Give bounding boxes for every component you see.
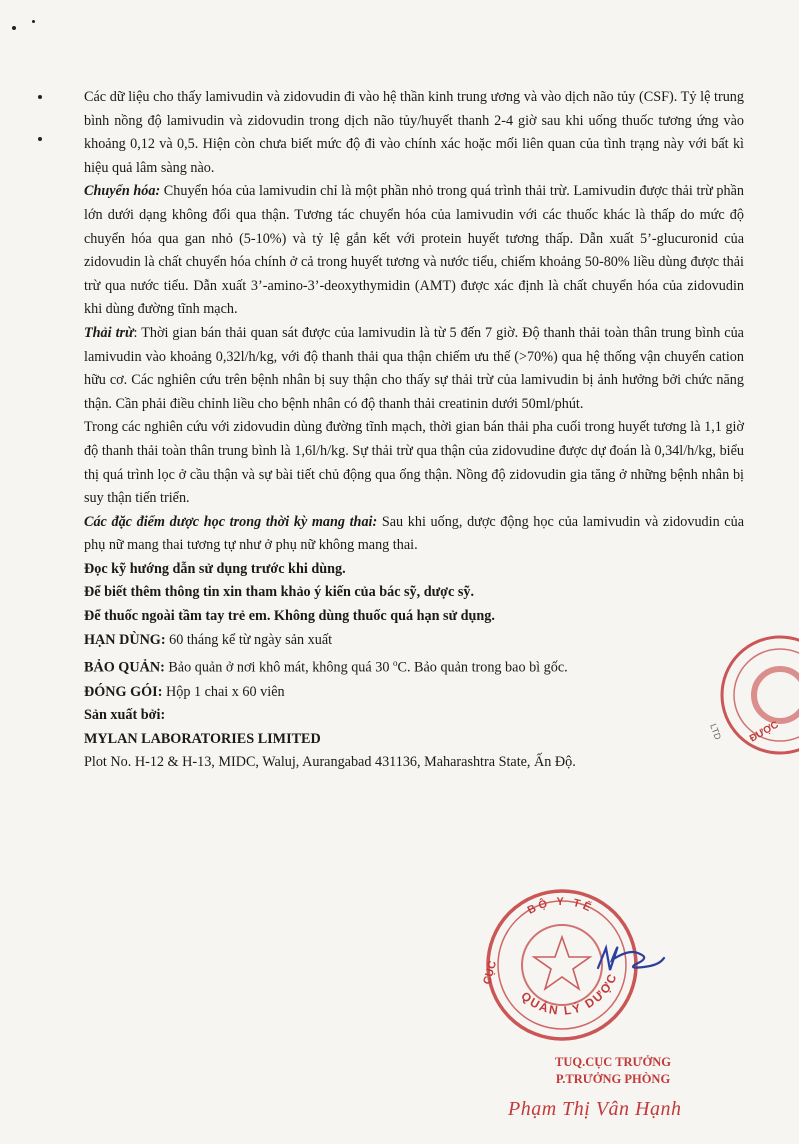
packaging-line: ĐÓNG GÓI: Hộp 1 chai x 60 viên bbox=[84, 683, 285, 700]
manufacturer-label: Sản xuất bởi: bbox=[84, 707, 166, 724]
warning-keep-away-children: Để thuốc ngoài tầm tay trẻ em. Không dùng thuốc quá hạn sử dụng. bbox=[84, 608, 495, 625]
signer-line-1: TUQ.CỤC TRƯỞNG bbox=[555, 1055, 671, 1069]
metabolism-paragraph: Chuyển hóa: Chuyển hóa của lamivudin chỉ là một phần nhỏ trong quá trình thải trừ. Lamivudin được thải trừ phần lớn dưới dạng không đổi qua thận. Tương tác chuyển hóa của lamivudin với các thuốc khác là thấp do mức độ chuyển hóa qua gan nhỏ (5-10%) và tỷ lệ gắn kết với protein huyết tương thấp. Dẫn xuất 5’-glucuronid của zidovudin là chất chuyển hóa chính ở cả trong huyết tương và nước tiểu, chiếm khoảng 50-80% liều dùng được thải trừ qua nước tiểu. Dẫn xuất 3’-amino-3’-deoxythymidin (AMT) được xác định là chất chuyển hóa của zidovudin khi dùng đường tĩnh mạch. bbox=[84, 183, 745, 318]
margin-dot bbox=[32, 20, 35, 23]
svg-text:QUẢN LÝ DƯỢC: QUẢN LÝ DƯỢC bbox=[518, 970, 621, 1018]
svg-text:LTD: LTD bbox=[708, 722, 724, 742]
expiry-label: HẠN DÙNG: bbox=[84, 631, 166, 648]
distribution-paragraph: Các dữ liệu cho thấy lamivudin và zidovudin đi vào hệ thần kinh trung ương và vào dịch não tủy (CSF). Tỷ lệ trung bình nồng độ lamivudin và zidovudin trong dịch não tủy/huyết thanh 2-4 giờ sau khi uống thuốc tương ứng vào khoảng 0,12 và 0,5. Hiện còn chưa biết mức độ đi vào chính xác hoặc mối liên quan của tình trạng này với bất kì hiệu quả lâm sàng nào. bbox=[84, 89, 744, 176]
signer-name: Phạm Thị Vân Hạnh bbox=[508, 1098, 682, 1120]
pregnancy-paragraph: Các đặc điểm dược học trong thời kỳ mang thai: Sau khi uống, dược động học của lamivudin và zidovudin của phụ nữ mang thai tương tự như ở phụ nữ không mang thai. bbox=[84, 513, 744, 554]
signature-mark bbox=[590, 930, 670, 990]
elimination-paragraph: Thải trừ: Thời gian bán thải quan sát được của lamivudin là từ 5 đến 7 giờ. Độ thanh thải toàn thân trung bình của lamivudin vào khoảng 0,32l/h/kg, với độ thanh thải qua thận chiếm ưu thế (>70%) qua hệ thống vận chuyển cation hữu cơ. Các nghiên cứu trên bệnh nhân bị suy thận cho thấy sự thải trừ của lamivudin bị ảnh hưởng bởi chức năng thận. Cần phải điều chỉnh liều cho bệnh nhân có độ thanh thải creatinin dưới 50ml/phút. bbox=[84, 324, 744, 412]
manufacturer-address: Plot No. H-12 & H-13, MIDC, Waluj, Aurangabad 431136, Maharashtra State, Ấn Độ. bbox=[84, 754, 576, 771]
packaging-label: ĐÓNG GÓI: bbox=[84, 683, 163, 700]
svg-text:CỤC: CỤC bbox=[481, 959, 500, 986]
svg-text:ĐƯỢC: ĐƯỢC bbox=[748, 719, 781, 745]
signer-title bbox=[533, 1054, 693, 1088]
elimination-label: Thải trừ bbox=[84, 324, 134, 341]
partial-stamp bbox=[700, 630, 799, 760]
margin-dot bbox=[12, 26, 16, 30]
storage-line: BẢO QUẢN: Bảo quản ở nơi khô mát, không quá 30 $^o$C. Bảo quản trong bao bì gốc. bbox=[84, 658, 568, 676]
expiry-line: HẠN DÙNG: 60 tháng kể từ ngày sản xuất bbox=[84, 631, 333, 648]
pregnancy-label: Các đặc điểm dược học trong thời kỳ mang thai: bbox=[84, 513, 378, 530]
metabolism-label: Chuyển hóa: bbox=[84, 183, 161, 200]
storage-label: BẢO QUẢN: bbox=[84, 659, 165, 676]
manufacturer-name: MYLAN LABORATORIES LIMITED bbox=[84, 730, 321, 747]
warning-consult-doctor: Để biết thêm thông tin xin tham khảo ý kiến của bác sỹ, dược sỹ. bbox=[84, 584, 475, 601]
document-body bbox=[84, 86, 744, 775]
margin-dot bbox=[38, 95, 42, 99]
margin-dot bbox=[38, 137, 42, 141]
svg-text:BỘ Y TẾ: BỘ Y TẾ bbox=[525, 895, 596, 917]
signer-line-2: P.TRƯỞNG PHÒNG bbox=[555, 1072, 671, 1086]
zidovudin-elimination-paragraph: Trong các nghiên cứu với zidovudin dùng đường tĩnh mạch, thời gian bán thải pha cuối trong huyết tương là 1,1 giờ độ thanh thải toàn thân trung bình là 1,6l/h/kg. Sự thải trừ qua thận của zidovudine được dự đoán là 0,34l/h/kg, biểu thị quá trình lọc ở cầu thận và sự bài tiết chủ động qua ống thận. Nồng độ zidovudin gia tăng ở những bệnh nhân bị suy thận tiến triển. bbox=[84, 419, 744, 507]
warning-read-instructions: Đọc kỹ hướng dẫn sử dụng trước khi dùng. bbox=[84, 560, 346, 577]
